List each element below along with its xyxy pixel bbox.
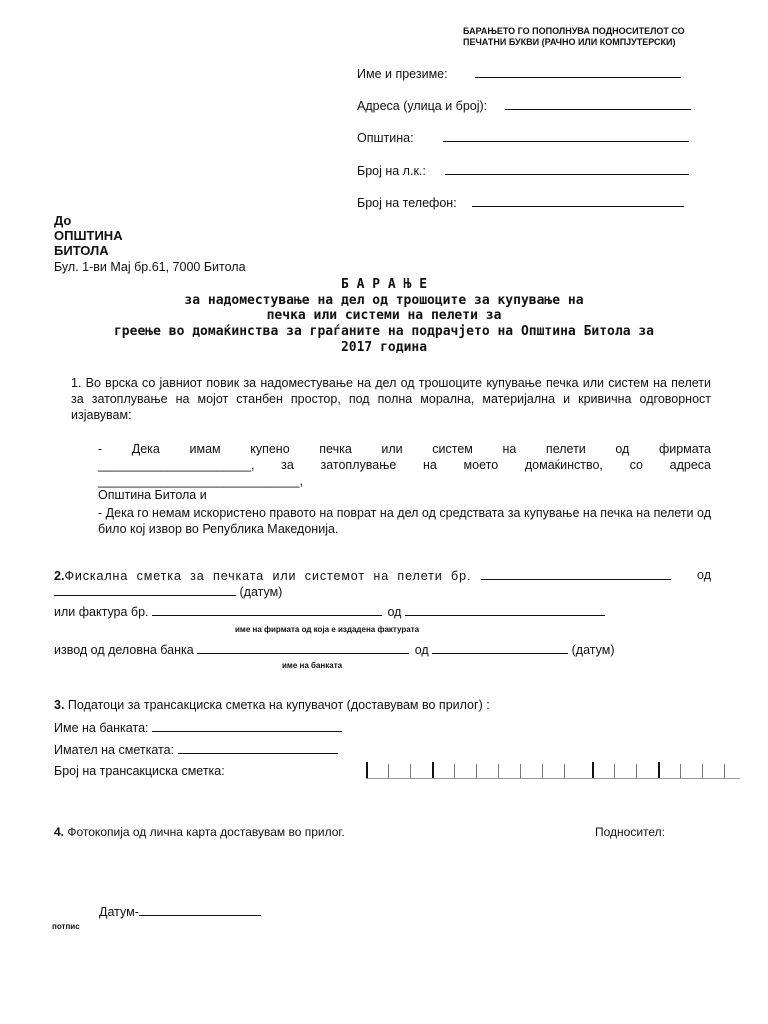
section-2-row-4 [54,642,615,657]
account-digit-divider [658,762,660,778]
municipality-line[interactable] [443,130,689,142]
recipient-org-2: БИТОЛА [54,243,109,258]
notice-line-1: БАРАЊЕТО ГО ПОПОЛНУВА ПОДНОСИТЕЛОТ СО [463,26,685,36]
section-2-number: 2. [54,569,65,583]
address-line[interactable] [505,98,691,110]
section-4 [54,825,345,839]
account-digit-divider [542,764,543,778]
account-digit-divider [702,764,703,778]
name-line[interactable] [475,66,681,78]
section-3-text: Податоци за трансакциска сметка на купувачот (доставувам во прилог) : [67,698,490,712]
account-digit-divider [476,764,477,778]
account-digit-divider [614,764,615,778]
account-digit-divider [564,764,565,778]
submitter-label: Подносител: [595,825,666,839]
date-label: Датум- [99,905,139,919]
account-digit-divider [520,764,521,778]
notice-line-2: ПЕЧАТНИ БУКВИ (РАЧНО ИЛИ КОМПЈУТЕРСКИ) [463,37,676,47]
section-2-row-2 [54,584,282,599]
account-digit-divider [388,764,389,778]
title-line-3: греење во домаќинства за граѓаните на подрачјето на Општина Битола за [113,324,655,339]
recipient-org-1: ОПШТИНА [54,228,123,243]
date-line[interactable] [139,904,261,916]
invoice-note: име на фирмата од која е издадена фактурата [235,625,420,634]
bullet-1-c: _____________________________, [98,474,304,488]
bank-statement-label: извод од деловна банка [54,643,194,657]
section-2-od-2: од [387,605,402,619]
section-3-title [54,698,490,712]
account-digit-divider [366,762,368,778]
signature-label: потпис [52,922,80,931]
holder-input-line[interactable] [178,742,338,754]
address-field [357,98,691,113]
invoice-date-line[interactable] [405,604,605,616]
bank-name-field [54,720,342,735]
account-digit-divider [498,764,499,778]
title-heading: Б А Р А Њ Е [340,277,428,292]
section-2-row-3 [54,604,605,619]
account-label: Број на трансакциска сметка: [54,764,225,778]
section-2-od-1: од [697,568,711,582]
account-digit-divider [410,764,411,778]
bank-note: име на банката [282,661,343,670]
title-line-4: 2017 година [340,340,428,355]
address-label: Адреса (улица и број): [357,99,488,113]
holder-field [54,742,338,757]
phone-field [357,195,684,210]
title-line-1: за надоместување на дел од трошоците за купување на [184,293,584,308]
receipt-date-line[interactable] [54,584,236,596]
account-digit-divider [680,764,681,778]
account-digit-divider [454,764,455,778]
section-3-number: 3. [54,698,65,712]
id-label: Број на л.к.: [357,164,426,178]
account-digit-divider [592,762,594,778]
recipient-address: Бул. 1-ви Мај бр.61, 7000 Битола [54,260,246,274]
id-line[interactable] [445,163,689,175]
account-digit-divider [636,764,637,778]
invoice-label: или фактура бр. [54,605,149,619]
bank-name-line[interactable] [197,642,409,654]
bank-name-input-line[interactable] [152,720,342,732]
account-number-boxes[interactable] [366,762,740,779]
section-4-text: Фотокопија од лична карта доставувам во прилог. [67,825,345,839]
section-2-text: Фискална сметка за печката или системот на пелети бр. [64,569,472,583]
bullet-2: - Дека го немам искористено правото на поврат на дел од средствата за купување на печка на пелети од било кој извор во Република Македонија. [98,506,711,536]
phone-line[interactable] [472,195,684,207]
id-field [357,163,689,178]
title-line-2: печка или системи на пелети за [266,308,502,323]
section-1-text: 1. Во врска со јавниот повик за надоместување на дел од трошоците купување печка или систем на пелети за затоплување на мојот станбен простор, под полна морална, материјална и кривична одговорност изјавувам: [71,376,711,422]
statement-date-line[interactable] [432,642,568,654]
holder-label: Имател на сметката: [54,743,175,757]
phone-label: Број на телефон: [357,196,457,210]
receipt-number-line[interactable] [481,568,671,580]
name-label: Име и презиме: [357,67,448,81]
receipt-date-label: (датум) [239,585,283,599]
bullet-1-b: ______________________, за затоплување на моето домаќинство, со адреса [98,458,711,472]
section-2-row-1 [54,568,711,583]
bank-name-label: Име на банката: [54,721,149,735]
section-4-number: 4. [54,825,65,839]
bullet-1-a: - Дека имам купено печка или систем на пелети од фирмата [98,442,711,456]
invoice-number-line[interactable] [152,604,382,616]
statement-date-label: (датум) [571,643,615,657]
section-2-od-3: од [414,643,429,657]
bullet-1-d: Општина Битола и [98,488,207,502]
account-digit-divider [432,762,434,778]
name-field [357,66,681,81]
municipality-label: Општина: [357,131,414,145]
date-field [99,904,261,919]
account-digit-divider [724,764,725,778]
recipient-to: До [54,213,72,228]
municipality-field [357,130,689,145]
